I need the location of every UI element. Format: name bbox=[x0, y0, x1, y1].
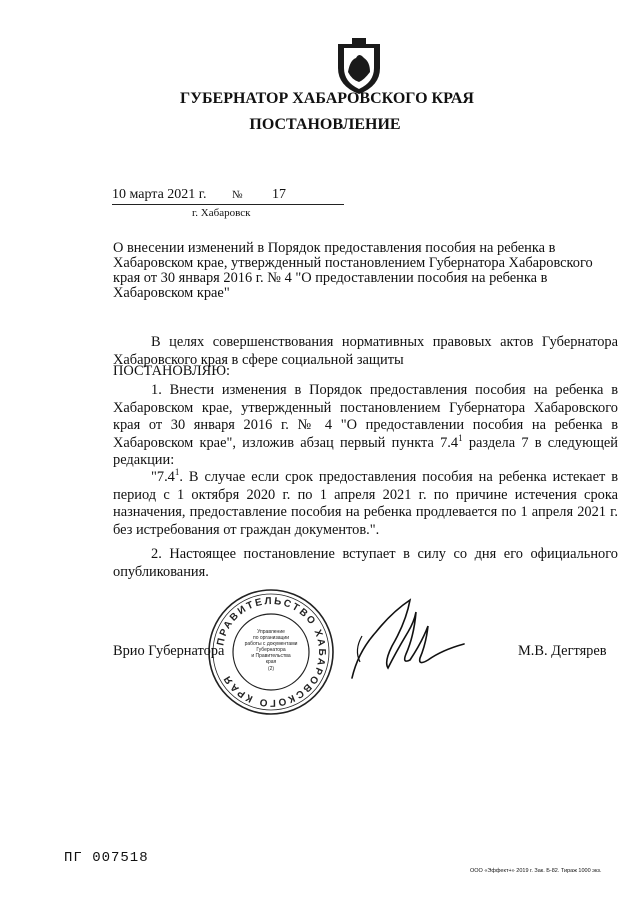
item-1-text-a: 1. Внести изменения в Порядок предоставления пособия на ребенка в Хабаровском крае, утвержденный постановлением Губернатора Хабаровского края от 30 января 2016 г. № 4 "О предоставлении пособия на ребенка в Хабаровском крае", изложив абзац первый пункта 7.4 bbox=[113, 382, 618, 451]
svg-text:и Правительства: и Правительства bbox=[251, 653, 291, 659]
preamble-paragraph: В целях совершенствования нормативных правовых актов Губернатора Хабаровского края в сфере социальной защиты bbox=[113, 334, 618, 368]
document-date: 10 марта 2021 г. bbox=[112, 187, 207, 202]
item-1-superscript: 1 bbox=[458, 432, 463, 443]
svg-text:Управление: Управление bbox=[257, 629, 285, 635]
item-1-paragraph bbox=[113, 382, 618, 470]
quoted-amendment-paragraph bbox=[113, 469, 618, 539]
date-underline bbox=[112, 204, 344, 205]
svg-text:края: края bbox=[265, 659, 277, 665]
document-number: 17 bbox=[272, 187, 286, 202]
number-label: № bbox=[232, 189, 243, 201]
form-serial-number: ПГ 007518 bbox=[64, 850, 149, 866]
quote-text-b: . В случае если срок предоставления пособия на ребенка истекает в период с 1 октября 2020 г. по 1 апреля 2021 г. по причине истечения срока назначения, предоставление пособия на ребенка продлевается по 1 апреля 2021 г. без истребования от граждан документов.". bbox=[113, 469, 618, 538]
decree-word: ПОСТАНОВЛЯЮ: bbox=[113, 363, 231, 379]
authority-title: ГУБЕРНАТОР ХАБАРОВСКОГО КРАЯ bbox=[180, 90, 474, 107]
handwritten-signature bbox=[348, 592, 466, 692]
svg-text:(2): (2) bbox=[267, 666, 275, 672]
item-2-paragraph: 2. Настоящее постановление вступает в силу со дня его официального опубликования. bbox=[113, 546, 618, 580]
svg-text:ПРАВИТЕЛЬСТВО ХАБАРОВСКОГО КРА: ПРАВИТЕЛЬСТВО ХАБАРОВСКОГО КРАЯ bbox=[215, 595, 328, 709]
svg-text:Губернатора: Губернатора bbox=[256, 647, 286, 653]
city-label: г. Хабаровск bbox=[192, 207, 251, 219]
signer-title: Врио Губернатора bbox=[113, 643, 225, 659]
document-subject: О внесении изменений в Порядок предоставления пособия на ребенка в Хабаровском крае, утвержденный постановлением Губернатора Хабаровского края от 30 января 2016 г. № 4 "О предоставлении пособия на ребенка в Хабаровском крае" bbox=[113, 240, 593, 301]
item-1-text-b: раздела 7 в следующей редакции: bbox=[113, 434, 618, 469]
date-number-line bbox=[112, 187, 344, 203]
official-seal-stamp bbox=[206, 587, 336, 717]
signer-name: М.В. Дегтярев bbox=[518, 643, 607, 659]
printer-imprint: ООО «Эффект+» 2019 г. Зак. Б-82. Тираж 1000 экз. bbox=[470, 868, 602, 874]
document-type-title: ПОСТАНОВЛЕНИЕ bbox=[249, 116, 401, 133]
quote-superscript: 1 bbox=[174, 467, 180, 478]
svg-text:по организации: по организации bbox=[252, 635, 290, 641]
coat-of-arms-emblem bbox=[334, 38, 384, 96]
svg-text:работы с документами: работы с документами bbox=[244, 641, 298, 647]
quote-text-a: "7.4 bbox=[151, 469, 175, 485]
